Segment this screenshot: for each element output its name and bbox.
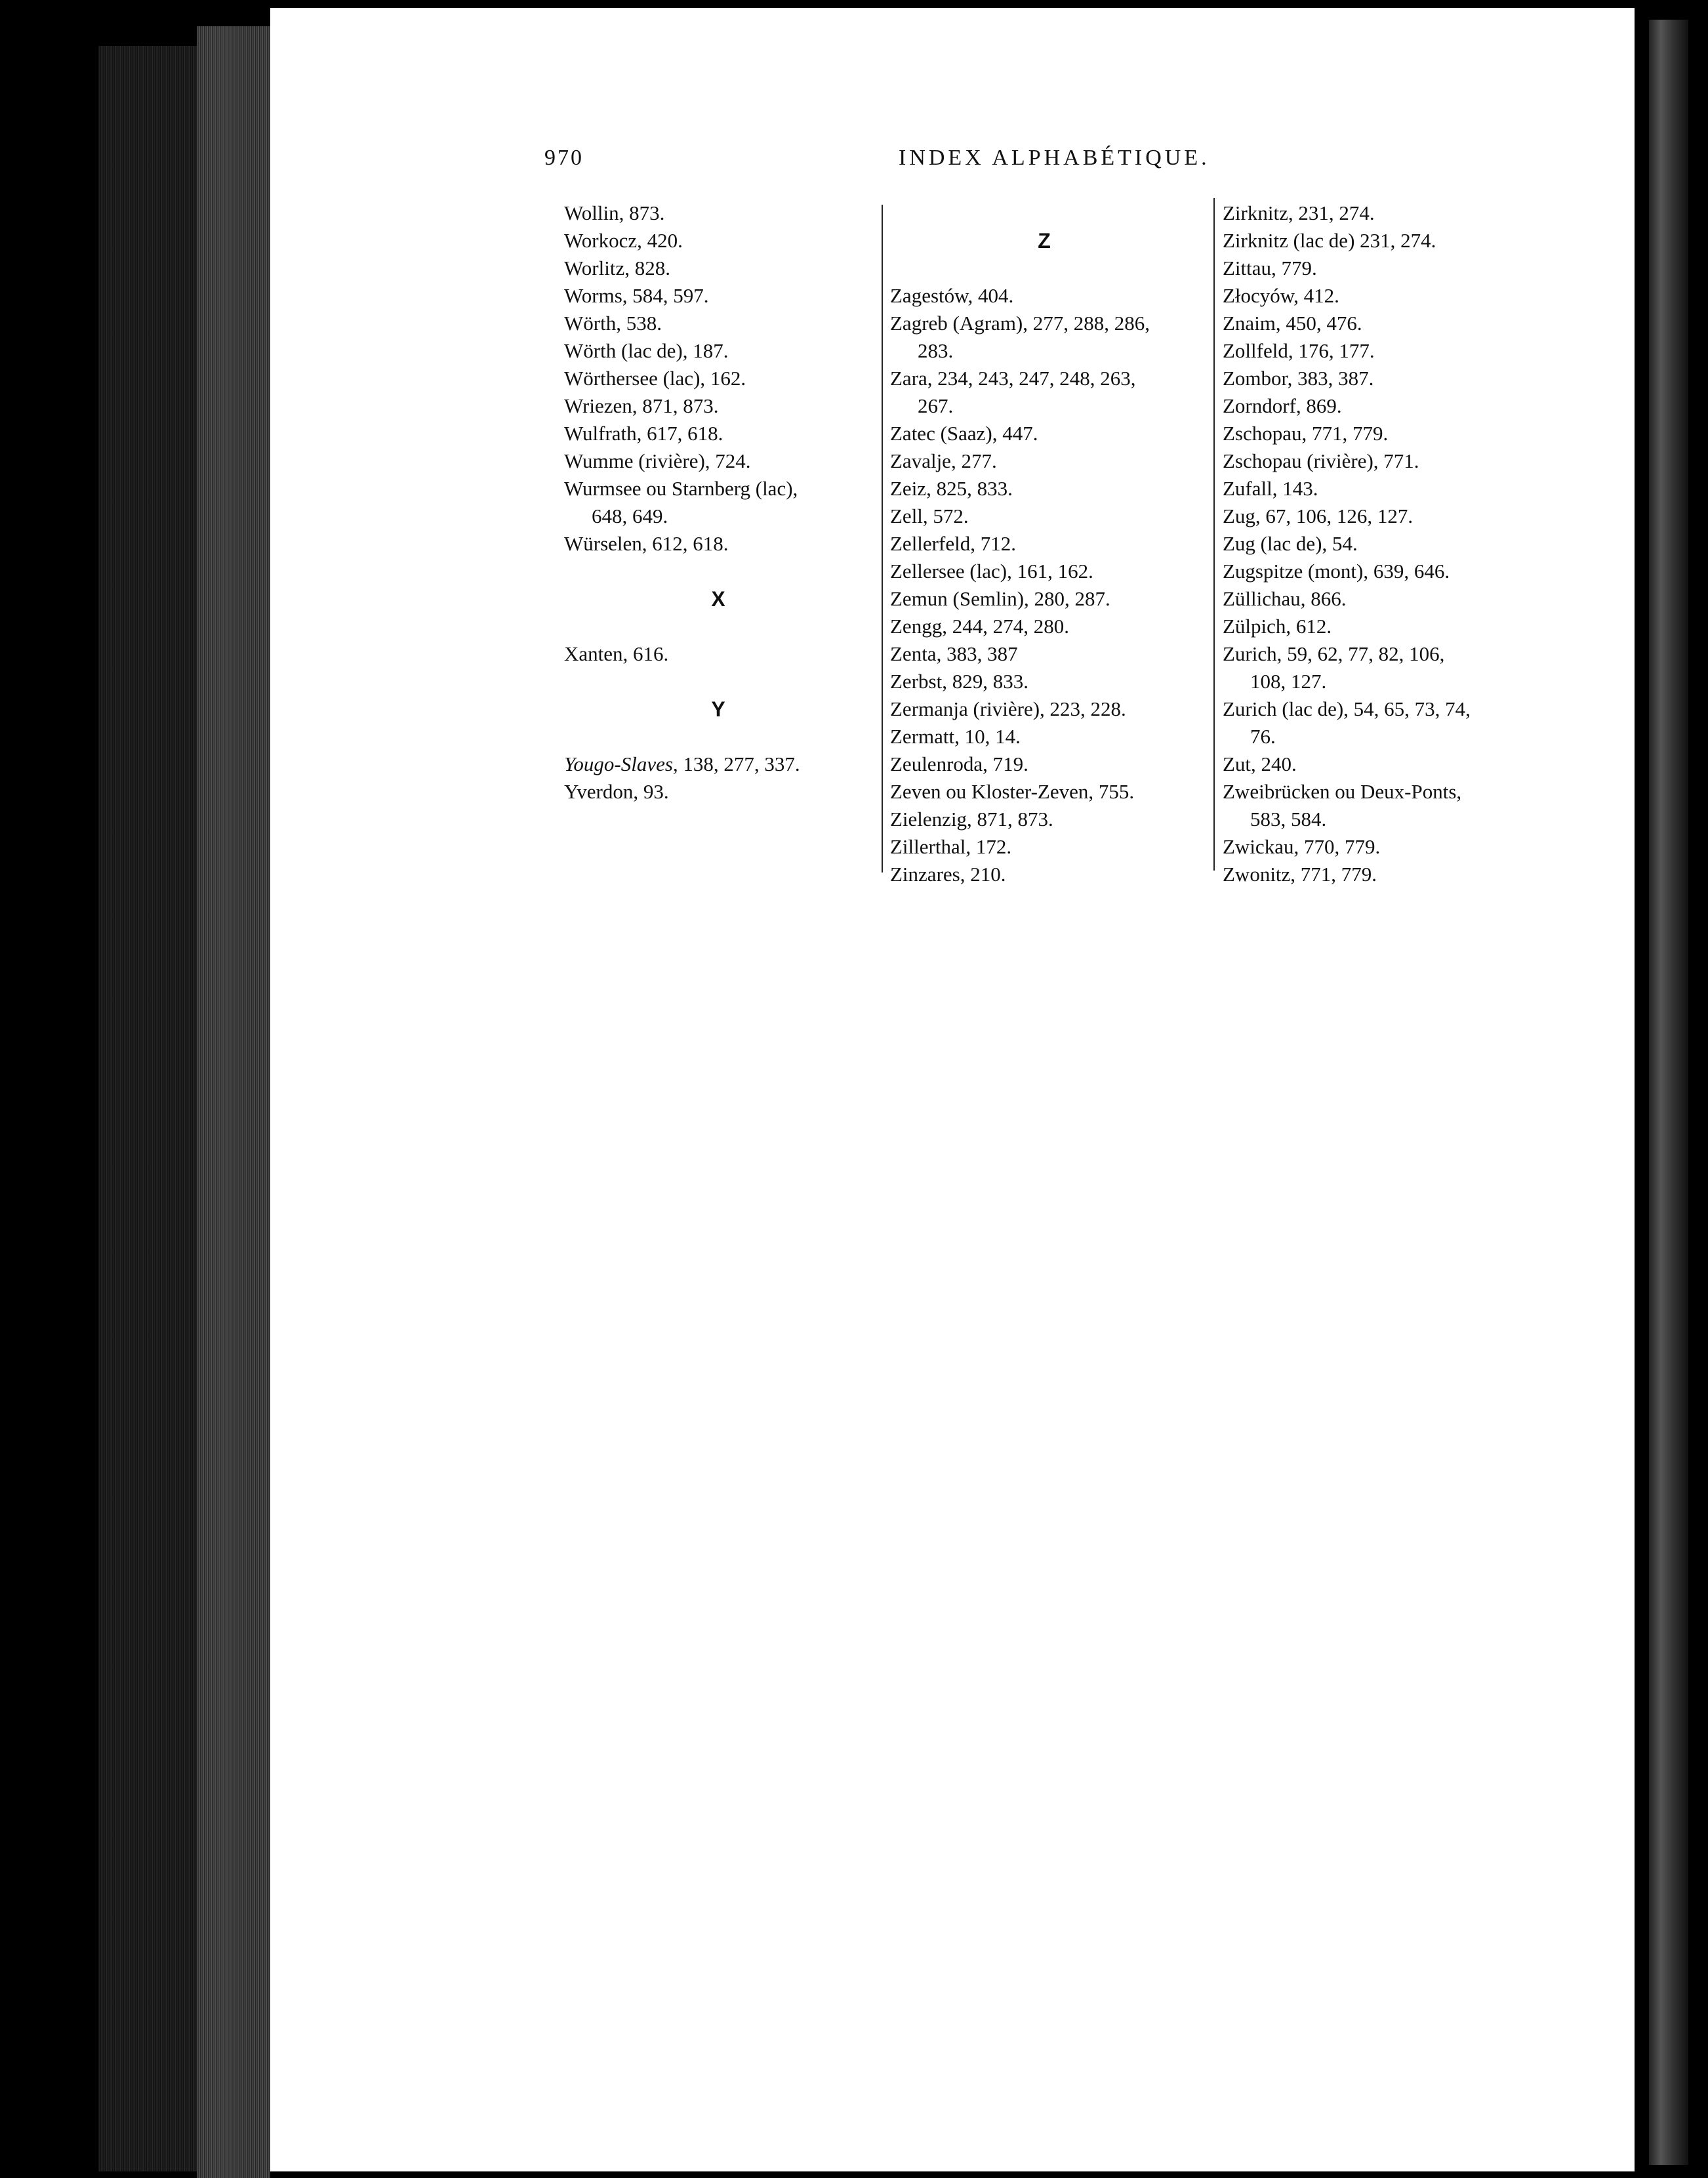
index-entry: Zagestów, 404. [890, 284, 1014, 307]
section-letter-z: Z [1038, 229, 1051, 253]
index-entry: Zschopau (rivière), 771. [1223, 449, 1419, 472]
index-entry: Zell, 572. [890, 504, 969, 527]
index-entry: Zweibrücken ou Deux-Ponts, [1223, 780, 1462, 803]
page-header [270, 146, 1635, 185]
index-entry: Wumme (rivière), 724. [564, 449, 751, 472]
book-page [270, 8, 1635, 2171]
index-entry: Zavalje, 277. [890, 449, 997, 472]
index-entry: Zagreb (Agram), 277, 288, 286, [890, 312, 1150, 335]
index-column-3 [1223, 199, 1629, 888]
section-letter-x: X [711, 587, 725, 611]
index-entry-continuation: 108, 127. [1250, 670, 1327, 693]
index-entry: Zillerthal, 172. [890, 835, 1012, 858]
index-entry-continuation: 583, 584. [1250, 808, 1327, 831]
index-entry: Zwonitz, 771, 779. [1223, 863, 1377, 886]
index-entry: Würselen, 612, 618. [564, 532, 729, 555]
index-entry: Zellersee (lac), 161, 162. [890, 560, 1093, 583]
section-letter-y: Y [711, 697, 725, 721]
index-entry-continuation: 267. [918, 394, 954, 417]
index-entry: Worms, 584, 597. [564, 284, 709, 307]
index-entry: Wulfrath, 617, 618. [564, 422, 723, 445]
index-entry: Zwickau, 770, 779. [1223, 835, 1381, 858]
index-entry: Zülpich, 612. [1223, 615, 1332, 638]
index-entry: Wörth (lac de), 187. [564, 339, 729, 362]
index-entry-pages: 138, 277, 337. [678, 752, 800, 775]
index-entry: Zittau, 779. [1223, 257, 1317, 279]
index-entry: Zeulenroda, 719. [890, 752, 1028, 775]
index-entry: Wriezen, 871, 873. [564, 394, 719, 417]
index-entry-name: Yougo-Slaves, [564, 752, 678, 775]
index-entry: Zurich (lac de), 54, 65, 73, 74, [1223, 697, 1471, 720]
index-entry: Zatec (Saaz), 447. [890, 422, 1038, 445]
index-entry: Yverdon, 93. [564, 780, 669, 803]
index-entry: Zermatt, 10, 14. [890, 725, 1021, 748]
index-entry: Zug (lac de), 54. [1223, 532, 1358, 555]
index-entry: Zugspitze (mont), 639, 646. [1223, 560, 1450, 583]
index-entry: Wörth, 538. [564, 312, 662, 335]
index-entry: Wurmsee ou Starnberg (lac), [564, 477, 798, 500]
index-entry: Zermanja (rivière), 223, 228. [890, 697, 1126, 720]
facing-page-edge-shade [1649, 20, 1688, 2165]
index-entry-continuation: 76. [1250, 725, 1276, 748]
index-entry: Złocyów, 412. [1223, 284, 1339, 307]
index-entry: Zollfeld, 176, 177. [1223, 339, 1375, 362]
facing-page-edge [1635, 0, 1708, 2178]
index-entry: Zurich, 59, 62, 77, 82, 106, [1223, 642, 1445, 665]
index-entry: Zeiz, 825, 833. [890, 477, 1013, 500]
index-entry: Zorndorf, 869. [1223, 394, 1342, 417]
book-page-edges [0, 0, 270, 2178]
page-edges-inner [197, 26, 270, 2178]
index-entry: Worlitz, 828. [564, 257, 670, 279]
index-entry: Zinzares, 210. [890, 863, 1006, 886]
running-title: INDEX ALPHABÉTIQUE. [899, 146, 1210, 170]
index-entry: Workocz, 420. [564, 229, 683, 252]
index-entry: Znaim, 450, 476. [1223, 312, 1362, 335]
index-entry: Zug, 67, 106, 126, 127. [1223, 504, 1413, 527]
index-entry: Zut, 240. [1223, 752, 1297, 775]
index-entry: Zengg, 244, 274, 280. [890, 615, 1069, 638]
index-entry: Wörthersee (lac), 162. [564, 367, 746, 390]
index-entry: Zielenzig, 871, 873. [890, 808, 1053, 831]
index-entry: Zufall, 143. [1223, 477, 1318, 500]
index-entry: Wollin, 873. [564, 201, 665, 224]
index-entry-continuation: 648, 649. [592, 504, 668, 527]
index-entry: Zara, 234, 243, 247, 248, 263, [890, 367, 1136, 390]
index-entry: Zellerfeld, 712. [890, 532, 1016, 555]
page-number: 970 [544, 146, 584, 170]
index-entry: Zeven ou Kloster-Zeven, 755. [890, 780, 1135, 803]
index-entry: Zerbst, 829, 833. [890, 670, 1028, 693]
index-entry: Zombor, 383, 387. [1223, 367, 1374, 390]
index-entry: Zirknitz, 231, 274. [1223, 201, 1375, 224]
index-entry: Zschopau, 771, 779. [1223, 422, 1389, 445]
index-entry: Zenta, 383, 387 [890, 642, 1018, 665]
index-entry: Zirknitz (lac de) 231, 274. [1223, 229, 1436, 252]
index-entry-continuation: 283. [918, 339, 954, 362]
index-entry: Züllichau, 866. [1223, 587, 1347, 610]
index-entry: Zemun (Semlin), 280, 287. [890, 587, 1110, 610]
index-entry: Xanten, 616. [564, 642, 669, 665]
